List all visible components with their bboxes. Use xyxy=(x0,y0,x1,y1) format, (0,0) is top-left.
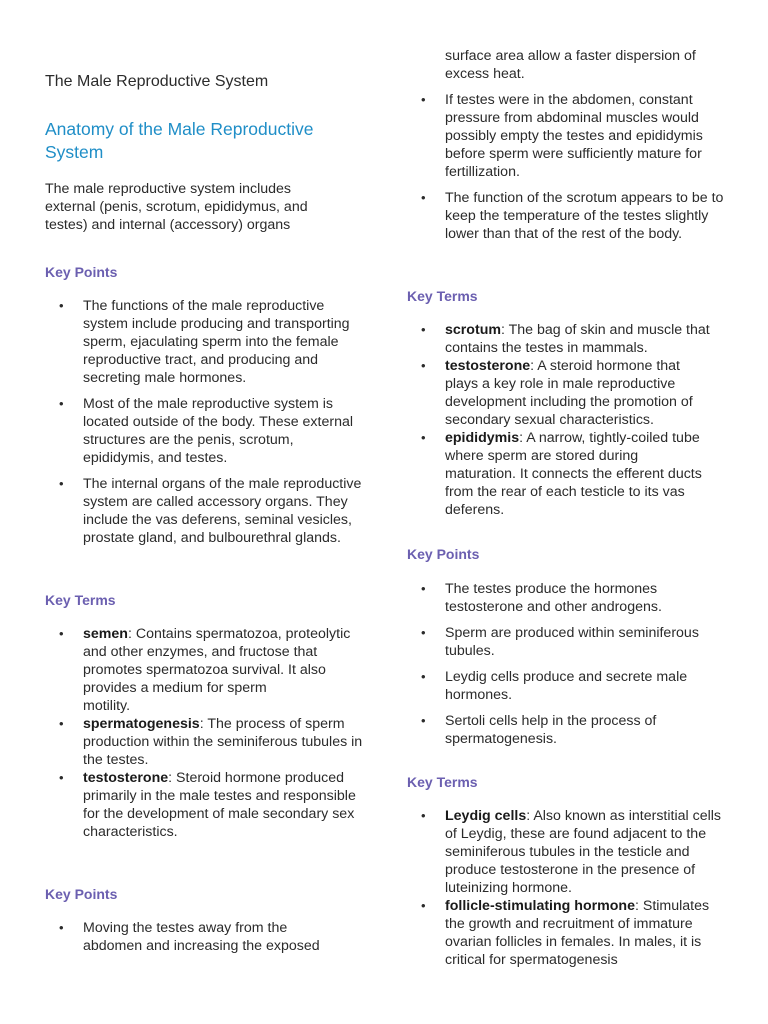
list-item: • The functions of the male reproductive system include producing and transporting sperm, ejaculating sperm into the female reproductive tract, and producing and secreting male hormones. xyxy=(45,297,367,387)
key-terms-list xyxy=(45,625,367,841)
key-points-list-cont xyxy=(407,91,727,251)
key-terms-heading: Key Terms xyxy=(407,774,478,790)
list-item: • The internal organs of the male reproductive system are called accessory organs. They include the vas deferens, seminal vesicles, prostate gland, and bulbourethral glands. xyxy=(45,475,367,547)
term: scrotum xyxy=(445,322,501,338)
document-title: The Male Reproductive System xyxy=(45,73,269,90)
term-definition: : A narrow, tightly-coiled tube where sperm are stored during maturation. It connects the efferent ducts from the rear of each testicle to its vas deferens. xyxy=(445,430,702,518)
term: spermatogenesis xyxy=(83,716,200,732)
key-terms-list xyxy=(407,807,727,969)
list-item xyxy=(45,769,367,841)
term-definition: : Stimulates the growth and recruitment of immature ovarian follicles in females. In males, it is critical for spermatogenesis xyxy=(445,898,710,968)
term: epididymis xyxy=(445,430,520,446)
list-item: • Leydig cells produce and secrete male hormones. xyxy=(407,668,712,704)
key-terms-list xyxy=(407,321,712,519)
term-definition: : Steroid hormone produced primarily in the male testes and responsible for the development of male secondary sex characteristics. xyxy=(83,770,356,840)
list-item xyxy=(45,715,367,769)
list-item xyxy=(45,625,367,715)
list-item: • Most of the male reproductive system is located outside of the body. These external structures are the penis, scrotum, epididymis, and testes. xyxy=(45,395,367,467)
key-points-list xyxy=(45,297,367,555)
list-item: • Sertoli cells help in the process of spermatogenesis. xyxy=(407,712,712,748)
list-item: • Sperm are produced within seminiferous tubules. xyxy=(407,624,712,660)
list-item xyxy=(407,357,712,429)
list-item: • The testes produce the hormones testosterone and other androgens. xyxy=(407,580,712,616)
list-item xyxy=(407,429,712,519)
list-item xyxy=(407,897,727,969)
intro-paragraph: The male reproductive system includes external (penis, scrotum, epididymus, and testes) and internal (accessory) organs xyxy=(45,181,308,234)
list-item xyxy=(407,807,727,897)
key-points-heading: Key Points xyxy=(45,886,118,902)
continued-text: surface area allow a faster dispersion of excess heat. xyxy=(445,48,696,82)
term-definition: : The process of sperm production within the seminiferous tubules in the testes. xyxy=(83,716,363,768)
term: follicle-stimulating hormone xyxy=(445,898,635,914)
term-definition: : The bag of skin and muscle that contains the testes in mammals. xyxy=(445,322,710,356)
term-definition: : Contains spermatozoa, proteolytic and other enzymes, and fructose that promotes spermatozoa survival. It also provides a medium for sperm xyxy=(83,626,351,696)
term: testosterone xyxy=(83,770,169,786)
term: semen xyxy=(83,626,128,642)
list-item: • Moving the testes away from the abdomen and increasing the exposed xyxy=(45,919,345,955)
key-terms-heading: Key Terms xyxy=(407,288,478,304)
key-points-list xyxy=(45,919,345,963)
list-item: • The function of the scrotum appears to be to keep the temperature of the testes slightly lower than that of the rest of the body. xyxy=(407,189,727,243)
term: Leydig cells xyxy=(445,808,527,824)
term: testosterone xyxy=(445,358,531,374)
key-terms-heading: Key Terms xyxy=(45,592,116,608)
term-definition: : A steroid hormone that plays a key role in male reproductive development including the promotion of secondary sexual characteristics. xyxy=(445,358,693,428)
key-points-heading: Key Points xyxy=(45,264,118,280)
key-points-heading: Key Points xyxy=(407,546,480,562)
term-definition-cont: motility. xyxy=(83,698,131,714)
list-item: • If testes were in the abdomen, constant pressure from abdominal muscles would possibly empty the testes and epididymis before sperm were sufficiently mature for fertillization. xyxy=(407,91,727,181)
key-points-list xyxy=(407,580,712,756)
section-title: Anatomy of the Male Reproductive System xyxy=(45,119,314,162)
term-definition: : Also known as interstitial cells of Leydig, these are found adjacent to the seminiferous tubules in the testicle and produce testosterone in the presence of luteinizing hormone. xyxy=(445,808,721,896)
list-item xyxy=(407,321,712,357)
